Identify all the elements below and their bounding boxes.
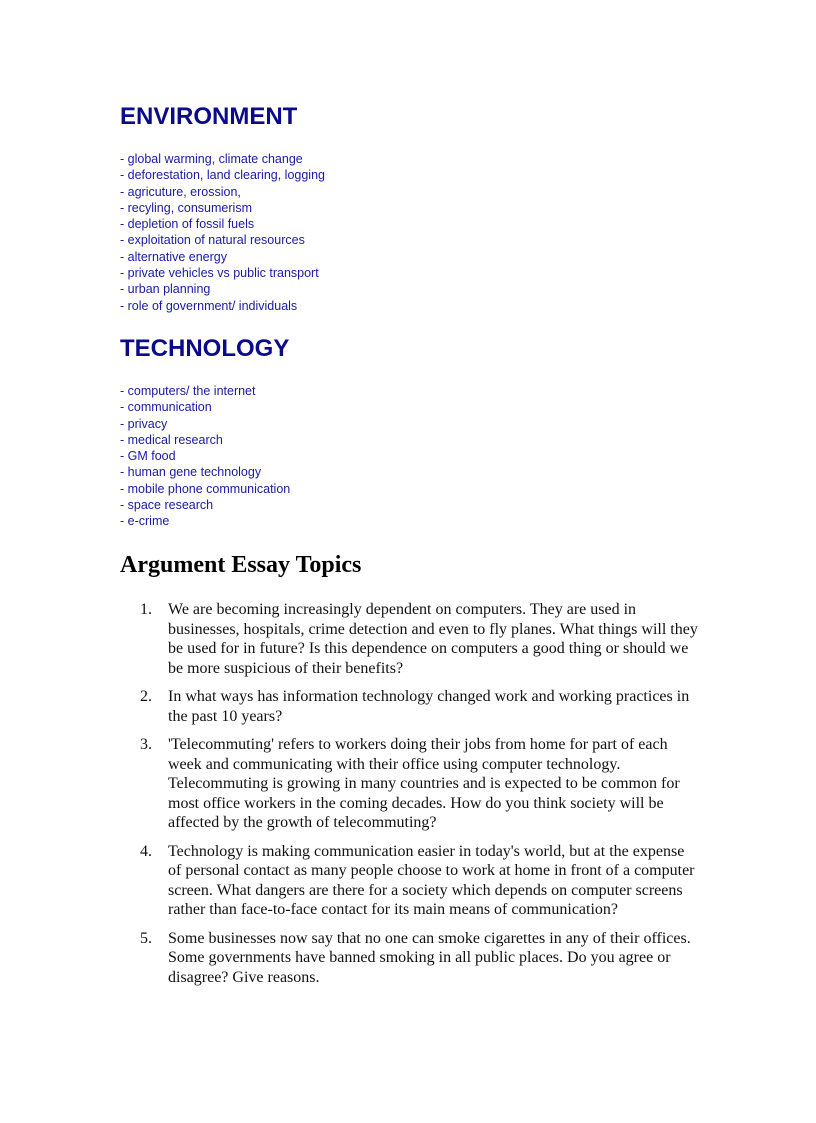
environment-topic-item: - role of government/ individuals bbox=[120, 298, 298, 313]
environment-topic-item: - depletion of fossil fuels bbox=[120, 217, 255, 232]
environment-topic-item: - agricuture, erossion, bbox=[120, 184, 241, 199]
technology-heading: TECHNOLOGY bbox=[120, 335, 290, 362]
topic-text: 'Telecommuting' refers to workers doing their jobs from home for part of each week and communicating with their office using computer technology. Telecommuting is growing in many countries and is expected to be common for most office workers in the coming decades. How do you think society will be affected by the growth of telecommuting? bbox=[168, 736, 680, 831]
argument-topic-item bbox=[120, 842, 700, 920]
technology-topic-list bbox=[120, 383, 290, 530]
environment-topic-item: - exploitation of natural resources bbox=[120, 233, 305, 248]
argument-topic-item bbox=[120, 929, 700, 988]
technology-topic-item: - communication bbox=[120, 400, 212, 415]
environment-heading: ENVIRONMENT bbox=[120, 103, 298, 130]
argument-topic-item bbox=[120, 735, 700, 833]
environment-topic-item: - global warming, climate change bbox=[120, 152, 303, 166]
environment-topic-item: - alternative energy bbox=[120, 249, 228, 264]
topic-number: 2. bbox=[140, 688, 152, 705]
topic-number: 4. bbox=[140, 842, 152, 860]
technology-topic-item: - computers/ the internet bbox=[120, 384, 256, 398]
topic-number: 5. bbox=[140, 929, 152, 947]
technology-topic-item: - human gene technology bbox=[120, 465, 262, 480]
argument-topic-item bbox=[120, 687, 700, 726]
technology-topic-item: - e-crime bbox=[120, 514, 170, 529]
technology-topic-item: - medical research bbox=[120, 432, 223, 447]
environment-topic-item: - private vehicles vs public transport bbox=[120, 266, 319, 281]
environment-topic-item: - recyling, consumerism bbox=[120, 200, 252, 215]
technology-topic-item: - privacy bbox=[120, 416, 168, 431]
topic-text: Technology is making communication easier in today's world, but at the expense of personal contact as many people choose to work at home in front of a computer screen. What dangers are there for a society which depends on computer screens rather than face-to-face contact for its main means of communication? bbox=[168, 842, 695, 918]
topic-text: In what ways has information technology changed work and working practices in the past 10 years? bbox=[168, 688, 690, 725]
topic-number: 3. bbox=[140, 736, 152, 753]
argument-essay-heading: Argument Essay Topics bbox=[120, 552, 362, 578]
topic-number: 1. bbox=[140, 601, 152, 618]
topic-text: We are becoming increasingly dependent on computers. They are used in businesses, hospitals, crime detection and even to fly planes. What things will they be used for in future? Is this dependence on computers a good thing or should we be more suspicious of their benefits? bbox=[168, 601, 698, 677]
argument-topic-item bbox=[120, 600, 700, 678]
technology-topic-item: - GM food bbox=[120, 449, 176, 464]
topic-text: Some businesses now say that no one can smoke cigarettes in any of their offices. Some governments have banned smoking in all public places. Do you agree or disagree? Give reasons. bbox=[168, 929, 691, 986]
technology-topic-item: - space research bbox=[120, 498, 214, 513]
argument-topic-list bbox=[120, 600, 700, 996]
environment-topic-item: - deforestation, land clearing, logging bbox=[120, 168, 325, 183]
environment-topic-item: - urban planning bbox=[120, 282, 211, 297]
environment-topic-list bbox=[120, 151, 325, 314]
technology-topic-item: - mobile phone communication bbox=[120, 481, 291, 496]
